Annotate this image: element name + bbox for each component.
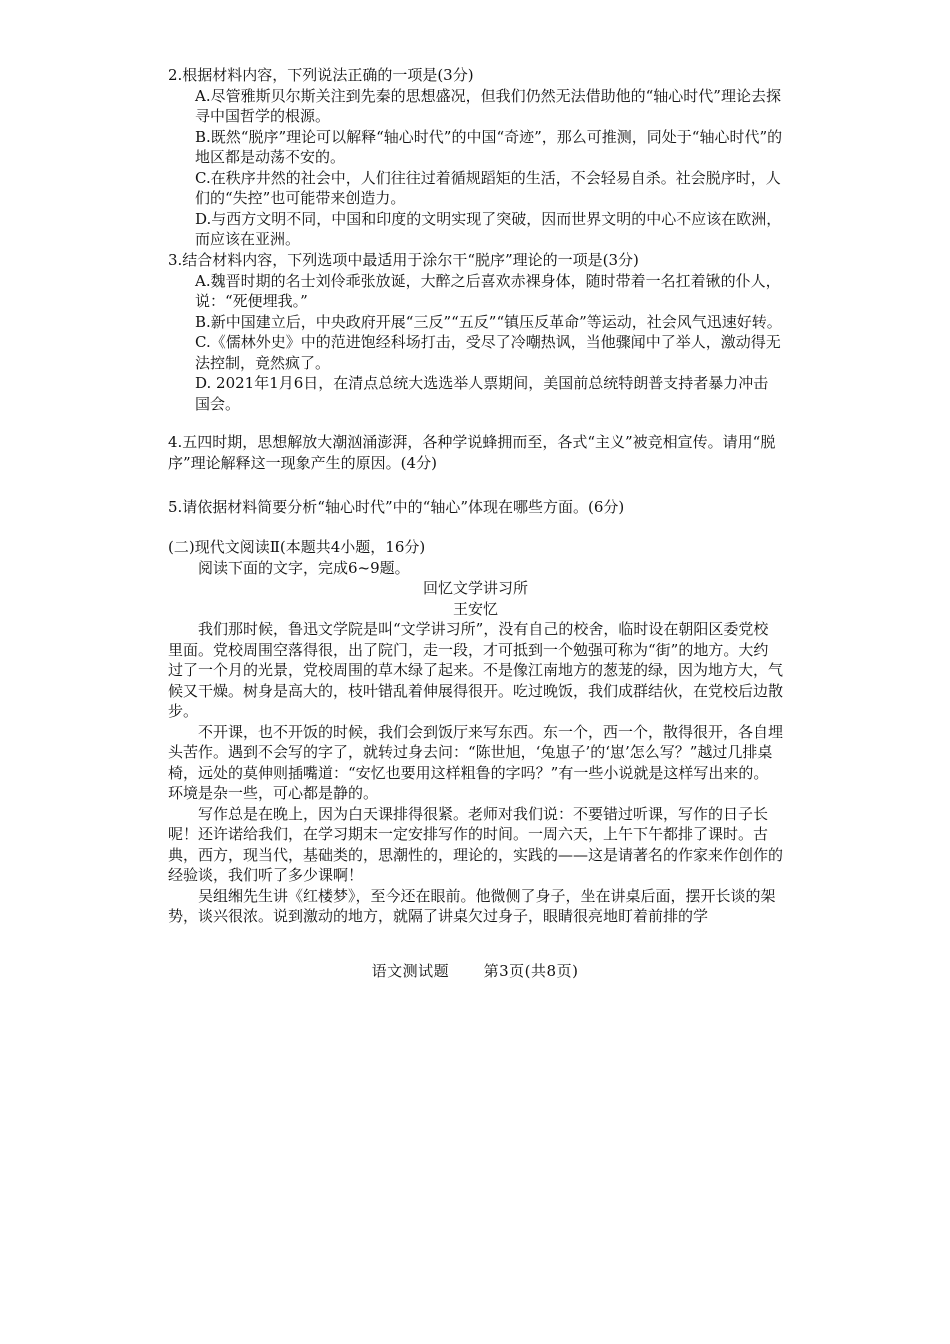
question-3-stem: 3.结合材料内容，下列选项中最适用于涂尔干“脱序”理论的一项是(3分) xyxy=(168,251,639,269)
section-2-instruction: 阅读下面的文字，完成6~9题。 xyxy=(198,558,410,577)
question-2 xyxy=(168,65,783,250)
page-footer xyxy=(0,961,950,982)
question-2-option-d: D.与西方文明不同，中国和印度的文明实现了突破，因而世界文明的中心不应该在欧洲，而应该在亚洲。 xyxy=(195,209,782,248)
question-5-text: 5.请依据材料简要分析“轴心时代”中的“轴心”体现在哪些方面。(6分) xyxy=(168,498,625,516)
section-2-heading: (二)现代文阅读Ⅱ(本题共4小题，16分) xyxy=(168,538,426,556)
article-paragraph: 不开课，也不开饭的时候，我们会到饭厅来写东西。东一个，西一个，散得很开，各自埋头苦作。遇到不会写的字了，就转过身去问：“陈世旭，‘兔崽子’的‘崽’怎么写？”越过几排桌椅，远处的莫伸则插嘴道：“安忆也要用这样粗鲁的字吗？”有一些小说就是这样写出来的。环境是杂一些，可心都是静的。 xyxy=(168,722,784,802)
question-3-option-a: A.魏晋时期的名士刘伶乖张放诞，大醉之后喜欢赤裸身体，随时带着一名扛着锹的仆人，说：“死便埋我。” xyxy=(195,271,781,310)
question-2-option-a: A.尽管雅斯贝尔斯关注到先秦的思想盛况，但我们仍然无法借助他的“轴心时代”理论去探寻中国哲学的根源。 xyxy=(195,86,781,125)
section-2 xyxy=(168,537,783,927)
question-3 xyxy=(168,250,783,414)
article-paragraph: 吴组缃先生讲《红楼梦》，至今还在眼前。他微侧了身子，坐在讲桌后面，摆开长谈的架势，谈兴很浓。说到激动的地方，就隔了讲桌欠过身子，眼睛很亮地盯着前排的学 xyxy=(168,886,776,925)
footer-subject: 语文测试题 xyxy=(371,962,450,980)
question-3-option-b: B.新中国建立后，中央政府开展“三反”“五反”“镇压反革命”等运动，社会风气迅速好转。 xyxy=(195,312,782,331)
article-author: 王安忆 xyxy=(452,599,498,618)
question-5 xyxy=(168,497,783,518)
question-2-option-c: C.在秩序井然的社会中，人们往往过着循规蹈矩的生活，不会轻易自杀。社会脱序时，人们的“失控”也可能带来创造力。 xyxy=(195,168,781,207)
question-4 xyxy=(168,432,783,473)
article-paragraph: 写作总是在晚上，因为白天课排得很紧。老师对我们说：不要错过听课，写作的日子长呢！还许诺给我们，在学习期末一定安排写作的时间。一周六天，上午下午都排了课时。古典，西方，现当代，基础类的，思潮性的，理论的，实践的——这是请著名的作家来作创作的经验谈，我们听了多少课啊！ xyxy=(168,804,784,884)
article-paragraph: 我们那时候，鲁迅文学院是叫“文学讲习所”，没有自己的校舍，临时设在朝阳区委党校里面。党校周围空落得很，出了院门，走一段，才可抵到一个勉强可称为“街”的地方。大约过了一个月的光景，党校周围的草木绿了起来。不是像江南地方的葱茏的绿，因为地方大，气候又干燥。树身是高大的，枝叶错乱着伸展得很开。吃过晚饭，我们成群结伙，在党校后边散步。 xyxy=(168,620,784,720)
question-3-option-d: D. 2021年1月6日，在清点总统大选选举人票期间，美国前总统特朗普支持者暴力冲击国会。 xyxy=(195,374,769,413)
question-3-option-c: C.《儒林外史》中的范进饱经科场打击，受尽了冷嘲热讽，当他骤闻中了举人，激动得无法控制，竟然疯了。 xyxy=(195,333,781,372)
question-4-text: 4.五四时期，思想解放大潮汹涌澎湃，各种学说蜂拥而至，各式“主义”被竞相宣传。请用“脱序”理论解释这一现象产生的原因。(4分) xyxy=(168,433,776,472)
article-title: 回忆文学讲习所 xyxy=(422,579,528,597)
question-2-option-b: B.既然“脱序”理论可以解释“轴心时代”的中国“奇迹”，那么可推测，同处于“轴心时代”的地区都是动荡不安的。 xyxy=(195,127,783,166)
question-2-stem: 2.根据材料内容，下列说法正确的一项是(3分) xyxy=(168,66,474,84)
footer-page-number: 第3页(共8页) xyxy=(483,962,579,980)
